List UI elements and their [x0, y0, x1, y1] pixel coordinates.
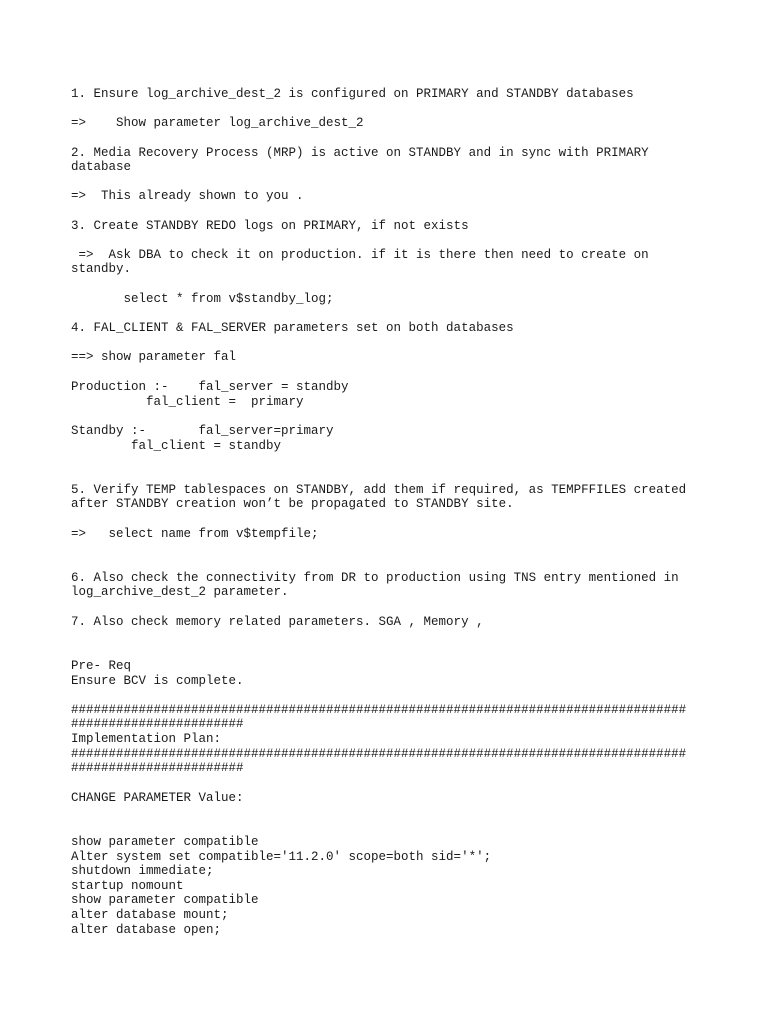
change-parameter-heading: CHANGE PARAMETER Value: [71, 791, 244, 805]
step-2-text-line-1: 2. Media Recovery Process (MRP) is active on STANDBY and in sync with PRIMARY [71, 146, 649, 160]
step-4-answer: ==> show parameter fal [71, 350, 237, 364]
standby-fal-client: fal_client = standby [71, 439, 282, 453]
step-1-answer: => Show parameter log_archive_dest_2 [71, 116, 364, 130]
implementation-plan-heading: Implementation Plan: [71, 732, 222, 746]
step-6-text-line-2: log_archive_dest_2 parameter. [71, 585, 289, 599]
separator-line-2: ################################################################################## [71, 747, 687, 761]
command-line-6: alter database mount; [71, 908, 229, 922]
separator-line-2-wrap: ####################### [71, 761, 244, 775]
step-3-answer-line-1: => Ask DBA to check it on production. if it is there then need to create on [71, 248, 649, 262]
step-3-sql: select * from v$standby_log; [71, 292, 334, 306]
step-5-answer: => select name from v$tempfile; [71, 527, 319, 541]
step-1-text: 1. Ensure log_archive_dest_2 is configured on PRIMARY and STANDBY databases [71, 87, 634, 101]
prereq-text: Ensure BCV is complete. [71, 674, 244, 688]
command-line-1: show parameter compatible [71, 835, 259, 849]
step-5-text-line-2: after STANDBY creation won’t be propagated to STANDBY site. [71, 497, 514, 511]
separator-line-1: ################################################################################## [71, 703, 687, 717]
step-7-text: 7. Also check memory related parameters. SGA , Memory , [71, 615, 484, 629]
step-3-text: 3. Create STANDBY REDO logs on PRIMARY, if not exists [71, 219, 469, 233]
step-2-answer: => This already shown to you . [71, 189, 304, 203]
command-line-2: Alter system set compatible='11.2.0' scope=both sid='*'; [71, 850, 492, 864]
production-fal-server: Production :- fal_server = standby [71, 380, 349, 394]
command-line-7: alter database open; [71, 923, 222, 937]
command-line-3: shutdown immediate; [71, 864, 214, 878]
separator-line-1-wrap: ####################### [71, 717, 244, 731]
production-fal-client: fal_client = primary [71, 395, 304, 409]
step-2-text-line-2: database [71, 160, 132, 174]
step-3-answer-line-2: standby. [71, 262, 132, 276]
step-5-text-line-1: 5. Verify TEMP tablespaces on STANDBY, add them if required, as TEMPFFILES created [71, 483, 687, 497]
step-4-text: 4. FAL_CLIENT & FAL_SERVER parameters set on both databases [71, 321, 514, 335]
command-line-4: startup nomount [71, 879, 184, 893]
prereq-heading: Pre- Req [71, 659, 132, 673]
standby-fal-server: Standby :- fal_server=primary [71, 424, 334, 438]
command-line-5: show parameter compatible [71, 893, 259, 907]
step-6-text-line-1: 6. Also check the connectivity from DR to production using TNS entry mentioned in [71, 571, 679, 585]
